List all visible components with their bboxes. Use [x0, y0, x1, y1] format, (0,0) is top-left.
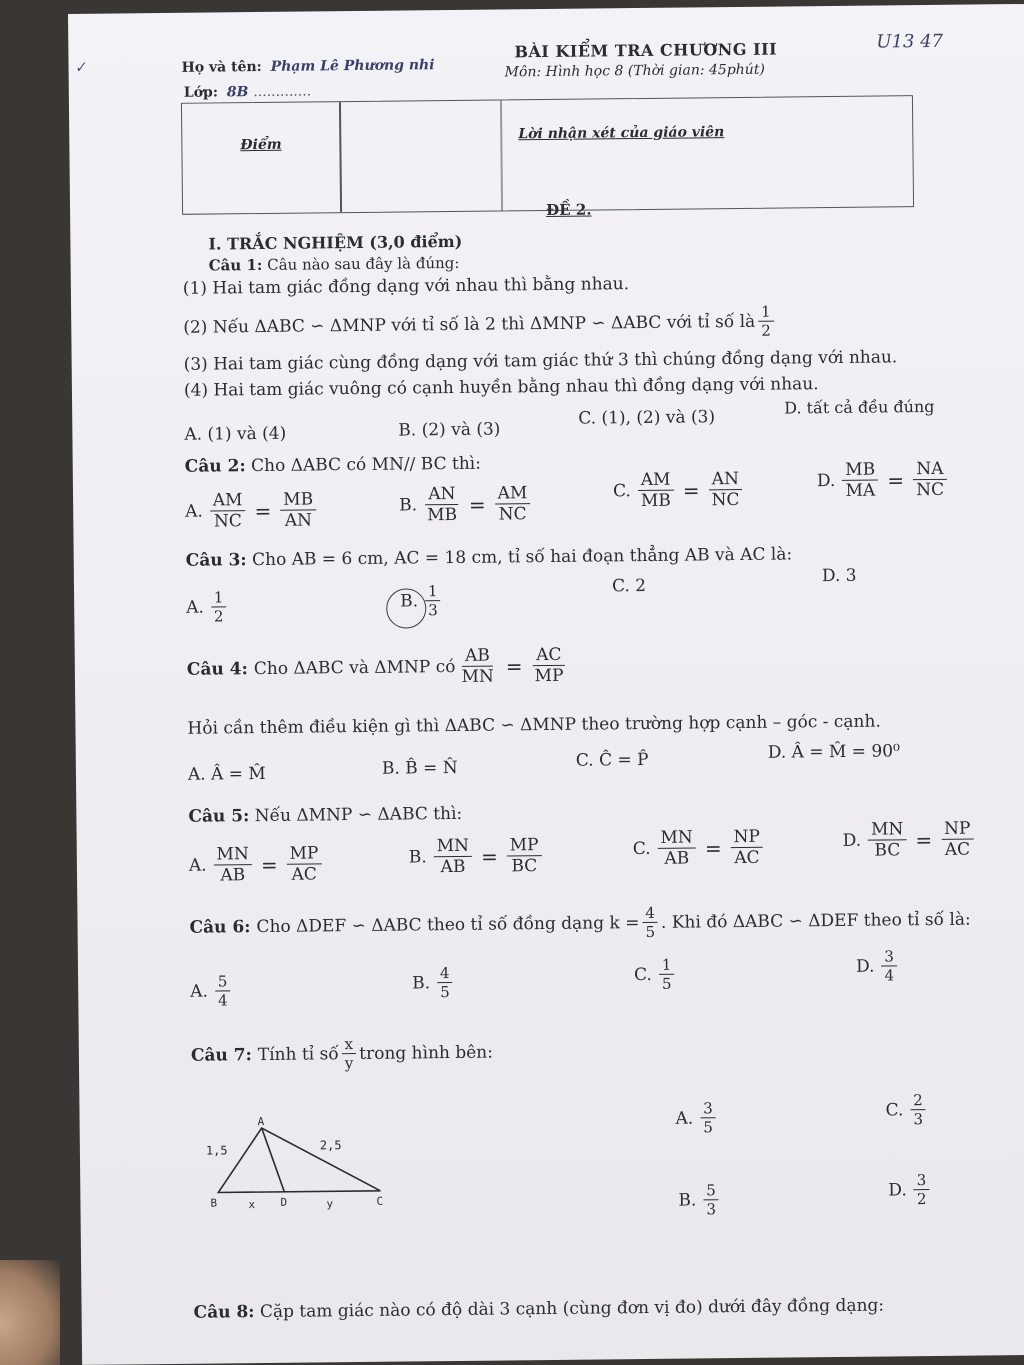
- q2-option-c: C. $\frac{AM}{MB}$ = $\frac{AN}{NC}$: [613, 469, 746, 512]
- q7-a-letter: A.: [675, 1108, 694, 1129]
- q1-option-b: B. (2) và (3): [398, 419, 501, 441]
- q8-prompt: [194, 1296, 885, 1323]
- q4-text2: Hỏi cần thêm điều kiện gì thì ΔABC ∽ ΔMNP theo trường hợp cạnh – góc - cạnh.: [187, 711, 881, 739]
- q2-d-letter: D.: [816, 470, 836, 492]
- q4-option-a: A. Â = M̂: [187, 763, 266, 785]
- q4-f1-den: MN: [461, 666, 494, 688]
- q1-statement-3: (3) Hai tam giác cùng đồng dạng với tam giác thứ 3 thì chúng đồng dạng với nhau.: [183, 347, 898, 375]
- q5-prompt: [188, 804, 462, 827]
- corner-mark: U13 47: [876, 30, 944, 53]
- q7-option-a: [675, 1099, 719, 1136]
- q6-c-letter: C.: [633, 964, 653, 985]
- q4-f2-num: AC: [533, 645, 565, 667]
- q2-a-den1: NC: [213, 511, 242, 532]
- q1-statement-2-text: (2) Nếu ΔABC ∽ ΔMNP với tỉ số là 2 thì ΔMNP ∽ ΔABC với tỉ số là: [183, 311, 756, 338]
- q5-text: Nếu ΔMNP ∽ ΔABC thì:: [254, 803, 463, 827]
- q7-b-letter: B.: [678, 1189, 697, 1211]
- side-ac-label: 2,5: [319, 1138, 342, 1153]
- q2-a-letter: A.: [185, 501, 204, 522]
- q6-k-num: 4: [642, 904, 658, 923]
- q6-a-num: 5: [215, 972, 231, 991]
- q2-option-a: A. $\frac{AM}{NC}$ = $\frac{MB}{AN}$: [185, 489, 319, 532]
- q3-text: Cho AB = 6 cm, AC = 18 cm, tỉ số hai đoạn thẳng AB và AC là:: [251, 544, 793, 571]
- section-title: I. TRẮC NGHIỆM (3,0 điểm): [208, 231, 463, 254]
- q1-option-a: A. (1) và (4): [184, 423, 287, 445]
- q3-a-num: 1: [211, 588, 227, 607]
- q6-option-b: [412, 964, 456, 1001]
- q4-option-c: C. Ĉ = P̂: [575, 749, 649, 771]
- q5-b-letter: B.: [408, 847, 427, 868]
- q1-fraction-den: 2: [761, 321, 771, 340]
- q2-a-den2: AN: [284, 510, 313, 532]
- q2-b-den1: MB: [427, 505, 458, 526]
- q3-option-a: [186, 588, 230, 625]
- vertex-a-label: A: [257, 1115, 265, 1129]
- q6-b-letter: B.: [412, 972, 431, 993]
- q5-c-den2: AC: [734, 848, 760, 869]
- q5-a-num1: MN: [213, 844, 252, 866]
- q7-text2: trong hình bên:: [359, 1042, 494, 1064]
- q2-c-letter: C.: [612, 481, 631, 502]
- finger-shadow: [0, 1260, 60, 1365]
- q7-a-num: 3: [700, 1099, 716, 1118]
- q6-d-letter: D.: [855, 956, 875, 977]
- q5-d-den2: AC: [944, 839, 971, 861]
- q2-c-num2: AN: [709, 469, 742, 491]
- q3-prompt: [186, 544, 793, 570]
- vertex-d-label: D: [280, 1195, 288, 1209]
- q3-a-letter: A.: [186, 597, 205, 618]
- q2-label: Câu 2:: [184, 456, 246, 477]
- class-label: Lớp:: [183, 84, 219, 101]
- q2-b-letter: B.: [399, 495, 418, 516]
- q1-option-c: C. (1), (2) và (3): [578, 407, 716, 429]
- q2-d-den2: NC: [916, 480, 945, 501]
- segment-y-label: y: [326, 1197, 334, 1211]
- q5-option-d: D. $\frac{MN}{BC}$ = $\frac{NP}{AC}$: [842, 819, 976, 862]
- q6-c-den: 5: [661, 974, 672, 993]
- q7-c-den: 3: [913, 1110, 924, 1129]
- vertex-b-label: B: [210, 1196, 218, 1210]
- q7-option-c: [885, 1091, 929, 1128]
- vertex-c-label: C: [376, 1194, 384, 1208]
- q8-label: Câu 8:: [193, 1302, 255, 1323]
- q5-b-num1: MN: [434, 836, 473, 858]
- q7-d-letter: D.: [888, 1179, 907, 1200]
- table-divider-2: [500, 100, 503, 210]
- q8-text: Cặp tam giác nào có độ dài 3 cạnh (cùng đơn vị đo) dưới đây đồng dạng:: [259, 1295, 885, 1323]
- q7-c-num: 2: [910, 1091, 926, 1110]
- q7-prompt: [191, 1034, 493, 1074]
- class-row: Lớp: 8B .............: [183, 83, 312, 101]
- student-name: Phạm Lê Phương nhi: [270, 57, 435, 75]
- q7-option-d: [888, 1171, 932, 1208]
- q6-k-den: 5: [645, 922, 656, 942]
- q2-b-num1: AN: [425, 484, 458, 506]
- q6-text: Cho ΔDEF ∽ ΔABC theo tỉ số đồng dạng k =: [256, 912, 640, 937]
- q6-option-d: [856, 947, 900, 984]
- q4-f2-den: MP: [534, 666, 564, 687]
- q2-c-num1: AM: [638, 470, 674, 492]
- q5-d-letter: D.: [842, 830, 862, 851]
- q3-a-den: 2: [213, 607, 224, 626]
- side-ab-label: 1,5: [205, 1143, 228, 1158]
- table-divider: [339, 102, 342, 212]
- q3-option-c: C. 2: [611, 575, 647, 597]
- q2-c-den1: MB: [640, 491, 671, 512]
- q5-a-letter: A.: [188, 855, 207, 876]
- q5-a-num2: MP: [286, 843, 321, 865]
- q3-b-num: 1: [425, 582, 441, 601]
- q2-d-den1: MA: [845, 480, 876, 502]
- q5-c-num2: NP: [730, 827, 763, 849]
- q6-text2: . Khi đó ΔABC ∽ ΔDEF theo tỉ số là:: [660, 909, 971, 933]
- q2-a-num2: MB: [280, 489, 316, 511]
- q3-b-den: 3: [428, 601, 438, 620]
- name-row: [181, 57, 434, 76]
- q6-a-letter: A.: [190, 981, 209, 1002]
- q6-a-den: 4: [217, 991, 228, 1010]
- q6-option-a: [190, 972, 234, 1009]
- q5-c-letter: C.: [632, 838, 651, 860]
- q4-label: Câu 4:: [186, 659, 248, 680]
- q4-f1-num: AB: [462, 646, 493, 668]
- q2-a-num1: AM: [210, 490, 246, 512]
- q1-statement-1: (1) Hai tam giác đồng dạng với nhau thì bằng nhau.: [182, 274, 630, 299]
- q5-c-num1: MN: [657, 827, 696, 849]
- q7-f-den: y: [344, 1054, 354, 1073]
- name-label: Họ và tên:: [181, 58, 262, 76]
- exam-paper: [68, 4, 1024, 1365]
- q4-option-b: B. B̂ = N̂: [381, 757, 458, 779]
- q5-option-a: A. $\frac{MN}{AB}$ = $\frac{MP}{AC}$: [189, 843, 325, 886]
- corner-scribble: ✓: [73, 59, 88, 77]
- q7-text: Tính tỉ số: [257, 1043, 339, 1065]
- comment-label: Lời nhận xét của giáo viên: [518, 124, 725, 143]
- q7-b-den: 3: [706, 1200, 717, 1219]
- q2-d-num2: NA: [913, 459, 946, 481]
- q6-b-num: 4: [437, 964, 453, 983]
- q7-f-num: x: [342, 1035, 357, 1054]
- score-label: Điểm: [240, 136, 282, 154]
- q5-d-num1: MN: [868, 819, 907, 841]
- q2-prompt: [185, 454, 481, 477]
- q7-option-b: [678, 1181, 722, 1218]
- q5-a-den1: AB: [220, 865, 246, 886]
- q4-text: Cho ΔABC và ΔMNP có: [253, 656, 456, 679]
- q3-b-letter: B.: [400, 590, 419, 612]
- q6-d-den: 4: [884, 966, 895, 985]
- q2-d-num1: MB: [842, 460, 878, 482]
- exam-title: BÀI KIỂM TRA CHƯƠNG III: [514, 39, 778, 62]
- q6-option-c: [634, 956, 678, 993]
- q1-fraction-num: 1: [758, 303, 774, 322]
- q7-c-letter: C.: [885, 1099, 904, 1120]
- q5-label: Câu 5:: [188, 806, 250, 827]
- q4-prompt: Câu 4: Cho ΔABC và ΔMNP có $\frac{AB}{MN}$ = $\frac{AC}{MP}$: [187, 645, 570, 691]
- q3-option-d: D. 3: [821, 565, 857, 587]
- class-value: 8B: [226, 84, 249, 101]
- q7-d-den: 2: [916, 1190, 927, 1209]
- q5-b-num2: MP: [507, 835, 542, 857]
- q2-b-num2: AM: [495, 483, 531, 505]
- q7-label: Câu 7:: [190, 1044, 252, 1066]
- q5-option-b: B. $\frac{MN}{AB}$ = $\frac{MP}{BC}$: [409, 835, 545, 878]
- exam-subject: Môn: Hình học 8 (Thời gian: 45phút): [504, 61, 765, 81]
- q5-d-den1: BC: [874, 840, 901, 861]
- q5-b-den1: AB: [440, 857, 466, 878]
- q6-d-num: 3: [881, 947, 897, 966]
- q6-c-num: 1: [659, 956, 675, 975]
- q6-label: Câu 6:: [189, 916, 251, 938]
- q6-prompt: [189, 901, 971, 946]
- q7-d-num: 3: [914, 1171, 930, 1190]
- q7-b-num: 5: [703, 1181, 719, 1200]
- q2-text: Cho ΔABC có MN// BC thì:: [250, 453, 482, 477]
- q5-b-den2: BC: [511, 856, 538, 877]
- q7-a-den: 5: [703, 1118, 714, 1137]
- q5-option-c: C. $\frac{MN}{AB}$ = $\frac{NP}{AC}$: [633, 827, 767, 870]
- q1-prompt: [209, 254, 460, 275]
- q1-option-d: D. tất cả đều đúng: [784, 396, 935, 418]
- answer-circle-mark: [386, 588, 426, 628]
- q4-option-d: D. Â = M̂ = 90⁰: [767, 741, 900, 763]
- q5-c-den1: AB: [664, 848, 690, 870]
- q2-c-den2: NC: [711, 490, 740, 511]
- q1-label: Câu 1:: [208, 255, 263, 275]
- q3-label: Câu 3:: [185, 550, 247, 571]
- q5-d-num2: NP: [941, 819, 974, 841]
- q1-text: Câu nào sau đây là đúng:: [267, 253, 460, 274]
- q2-option-d: D. $\frac{MB}{MA}$ = $\frac{NA}{NC}$: [817, 459, 950, 502]
- q1-statement-4: (4) Hai tam giác vuông có cạnh huyền bằng nhau thì đồng dạng với nhau.: [183, 374, 819, 401]
- q2-option-b: B. $\frac{AN}{MB}$ = $\frac{AM}{NC}$: [399, 483, 534, 526]
- exam-code: ĐỀ 2.: [545, 200, 592, 220]
- triangle-figure: [200, 1113, 401, 1215]
- segment-x-label: x: [248, 1198, 256, 1212]
- q5-a-den2: AC: [291, 864, 317, 886]
- q2-b-den2: NC: [498, 504, 527, 525]
- q1-statement-2: [183, 303, 777, 346]
- q6-b-den: 5: [440, 983, 450, 1002]
- triangle-abc: [218, 1127, 381, 1193]
- q1-fraction: [758, 303, 774, 340]
- score-comment-table: [181, 95, 914, 215]
